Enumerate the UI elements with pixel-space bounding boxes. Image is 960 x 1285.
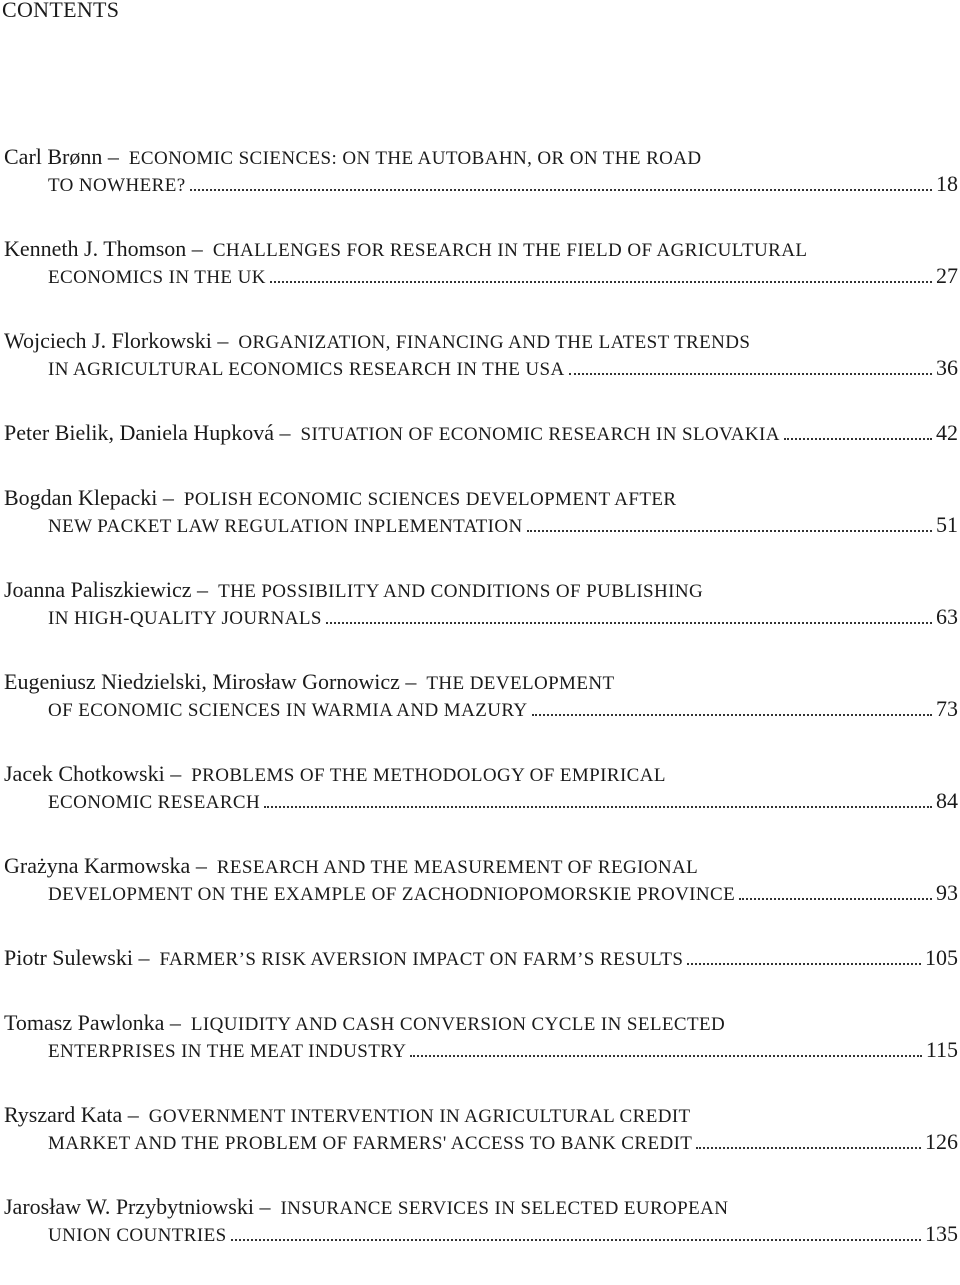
- toc-entry-page-number: 18: [936, 171, 958, 196]
- toc-entry-title: THE POSSIBILITY AND CONDITIONS OF PUBLISHING: [218, 581, 704, 602]
- toc-entry-title-continued: IN AGRICULTURAL ECONOMICS RESEARCH IN THE USA: [48, 359, 565, 380]
- toc-entry-author: Grażyna Karmowska –: [4, 853, 207, 878]
- toc-entry-page-number: 42: [936, 420, 958, 445]
- toc-entry-line-2: [4, 354, 958, 381]
- toc-entry-title-continued: OF ECONOMIC SCIENCES IN WARMIA AND MAZURY: [48, 700, 528, 721]
- toc-entry-author: Peter Bielik, Daniela Hupková –: [4, 420, 291, 445]
- toc-entry-page-number: 51: [936, 512, 958, 537]
- dot-leader: [410, 1055, 921, 1057]
- toc-entry-line-1: [4, 668, 958, 695]
- toc-entry-title-continued: MARKET AND THE PROBLEM OF FARMERS' ACCESS TO BANK CREDIT: [48, 1133, 693, 1154]
- toc-entry-page-number: 135: [925, 1221, 958, 1246]
- toc-entry-line-1: [4, 1101, 958, 1128]
- toc-entry-line-1: [4, 419, 958, 446]
- toc-entry-line-1: [4, 484, 958, 511]
- toc-entry-page-number: 105: [925, 945, 958, 970]
- toc-entry-line-2: [4, 1220, 958, 1247]
- toc-entry[interactable]: [4, 327, 958, 381]
- toc-entry[interactable]: [4, 944, 958, 971]
- toc-entry-line-2: [4, 787, 958, 814]
- toc-entry-title: ECONOMIC SCIENCES: ON THE AUTOBAHN, OR ON THE ROAD: [128, 148, 702, 169]
- toc-entry-title-continued: TO NOWHERE?: [48, 175, 186, 196]
- dot-leader: [270, 281, 932, 283]
- toc-entry[interactable]: [4, 852, 958, 906]
- toc-entry-page-number: 73: [936, 696, 958, 721]
- toc-entry-title-continued: NEW PACKET LAW REGULATION INPLEMENTATION: [48, 516, 523, 537]
- toc-entry-title: LIQUIDITY AND CASH CONVERSION CYCLE IN SELECTED: [190, 1014, 726, 1035]
- toc-entry-title-continued: UNION COUNTRIES: [48, 1225, 227, 1246]
- toc-entry-author: Tomasz Pawlonka –: [4, 1010, 181, 1035]
- toc-entry-author: Piotr Sulewski –: [4, 945, 150, 970]
- dot-leader: [739, 898, 932, 900]
- dot-leader: [527, 530, 932, 532]
- toc-entry-title: INSURANCE SERVICES IN SELECTED EUROPEAN: [280, 1198, 729, 1219]
- toc-entry-line-1: [4, 760, 958, 787]
- dot-leader: [264, 806, 932, 808]
- dot-leader: [687, 963, 921, 965]
- toc-entry-line-2: [4, 262, 958, 289]
- toc-entry-line-2: [4, 1036, 958, 1063]
- toc-entry-page-number: 115: [925, 1037, 958, 1062]
- toc-entry-author: Joanna Paliszkiewicz –: [4, 577, 209, 602]
- toc-entry-title: SITUATION OF ECONOMIC RESEARCH IN SLOVAKIA: [300, 424, 780, 445]
- toc-entry-author: Jarosław W. Przybytniowski –: [4, 1194, 271, 1219]
- dot-leader: [696, 1147, 921, 1149]
- toc-entry-title: ORGANIZATION, FINANCING AND THE LATEST TRENDS: [238, 332, 751, 353]
- toc-entry-line-1: [4, 1193, 958, 1220]
- toc-entry-author: Eugeniusz Niedzielski, Mirosław Gornowicz –: [4, 669, 417, 694]
- toc-entry-title: THE DEVELOPMENT: [426, 673, 615, 694]
- toc-entry[interactable]: [4, 760, 958, 814]
- toc-entry-title: CHALLENGES FOR RESEARCH IN THE FIELD OF AGRICULTURAL: [212, 240, 808, 261]
- toc-entry-page-number: 126: [925, 1129, 958, 1154]
- toc-entry[interactable]: [4, 576, 958, 630]
- toc-entry-title-continued: ECONOMIC RESEARCH: [48, 792, 261, 813]
- toc-entry[interactable]: [4, 1101, 958, 1155]
- toc-entry-line-1: [4, 235, 958, 262]
- toc-entry-page-number: 27: [936, 263, 958, 288]
- toc-entry-line-2: [4, 511, 958, 538]
- toc-entry-line-1: [4, 944, 958, 971]
- toc-entry-page-number: 84: [936, 788, 958, 813]
- toc-entry-title: PROBLEMS OF THE METHODOLOGY OF EMPIRICAL: [191, 765, 666, 786]
- toc-entry[interactable]: [4, 668, 958, 722]
- toc-entry-line-2: [4, 1128, 958, 1155]
- toc-entry-author: Bogdan Klepacki –: [4, 485, 174, 510]
- dot-leader: [326, 622, 932, 624]
- toc-entry-title-continued: DEVELOPMENT ON THE EXAMPLE OF ZACHODNIOPOMORSKIE PROVINCE: [48, 884, 736, 905]
- toc-entry[interactable]: [4, 1009, 958, 1063]
- toc-entry-title: GOVERNMENT INTERVENTION IN AGRICULTURAL CREDIT: [148, 1106, 691, 1127]
- toc-entry-title-continued: ECONOMICS IN THE UK: [48, 267, 266, 288]
- toc-entry-line-2: [4, 603, 958, 630]
- toc-entry[interactable]: [4, 484, 958, 538]
- toc-entry-title-continued: ENTERPRISES IN THE MEAT INDUSTRY: [48, 1041, 407, 1062]
- toc-entry-title: RESEARCH AND THE MEASUREMENT OF REGIONAL: [216, 857, 699, 878]
- table-of-contents: [4, 143, 958, 1285]
- dot-leader: [190, 189, 932, 191]
- toc-entry-page-number: 93: [936, 880, 958, 905]
- dot-leader: [784, 438, 932, 440]
- toc-entry-line-2: [4, 695, 958, 722]
- page-title: CONTENTS: [2, 0, 120, 22]
- dot-leader: [569, 373, 932, 375]
- toc-entry-line-1: [4, 1009, 958, 1036]
- toc-entry-author: Carl Brønn –: [4, 144, 119, 169]
- toc-entry-title: FARMER’S RISK AVERSION IMPACT ON FARM’S RESULTS: [159, 949, 684, 970]
- dot-leader: [231, 1239, 921, 1241]
- toc-entry-page-number: 36: [936, 355, 958, 380]
- toc-entry-line-2: [4, 170, 958, 197]
- toc-entry-author: Ryszard Kata –: [4, 1102, 139, 1127]
- toc-entry[interactable]: [4, 1193, 958, 1247]
- toc-entry-author: Wojciech J. Florkowski –: [4, 328, 229, 353]
- toc-entry-author: Jacek Chotkowski –: [4, 761, 182, 786]
- toc-entry-line-1: [4, 852, 958, 879]
- toc-entry[interactable]: [4, 235, 958, 289]
- toc-entry-line-2: [4, 879, 958, 906]
- toc-entry-line-1: [4, 576, 958, 603]
- toc-entry-line-1: [4, 327, 958, 354]
- toc-entry[interactable]: [4, 143, 958, 197]
- toc-entry[interactable]: [4, 419, 958, 446]
- toc-entry-page-number: 63: [936, 604, 958, 629]
- toc-entry-line-1: [4, 143, 958, 170]
- toc-entry-title: POLISH ECONOMIC SCIENCES DEVELOPMENT AFTER: [183, 489, 677, 510]
- toc-entry-author: Kenneth J. Thomson –: [4, 236, 203, 261]
- toc-entry-title-continued: IN HIGH-QUALITY JOURNALS: [48, 608, 322, 629]
- dot-leader: [532, 714, 933, 716]
